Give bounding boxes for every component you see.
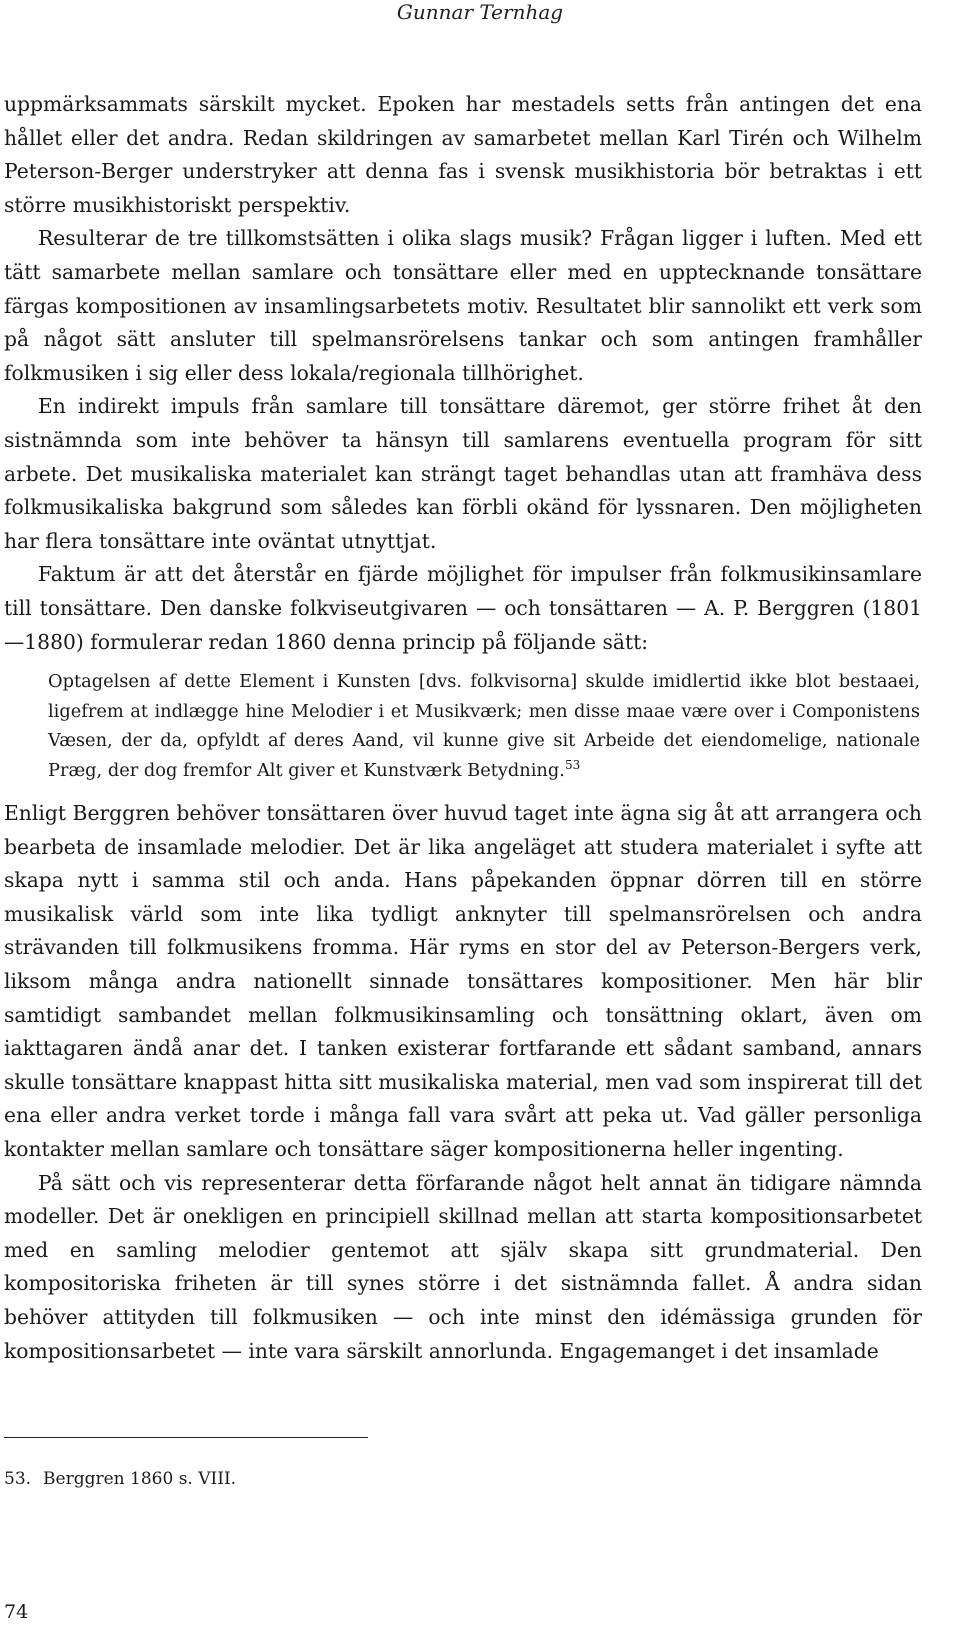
page-number: 74: [4, 1601, 29, 1623]
paragraph: uppmärksammats särskilt mycket. Epoken har mestadels setts från antingen det ena hållet eller det andra. Redan skildringen av samarbetet mellan Karl Tirén och Wilhelm Peterson-Berger understryker att denna fas i svensk musikhistoria bör betraktas i ett större musikhistoriskt perspektiv.: [4, 92, 922, 217]
footnote-number: 53.: [4, 1469, 32, 1489]
block-quote: [48, 667, 920, 785]
paragraph: Faktum är att det återstår en fjärde möjlighet för impulser från folkmusikinsamlare till tonsättare. Den danske folkviseutgivaren — och tonsättaren — A. P. Berggren (1801—1880) formulerar redan 1860 denna princip på följande sätt:: [4, 562, 922, 654]
footnote-text: Berggren 1860 s. VIII.: [43, 1469, 237, 1489]
block-quote-text: Optagelsen af dette Element i Kunsten [dvs. folkvisorna] skulde imidlertid ikke blot bestaaei, ligefrem at indlægge hine Melodier i et Musikværk; men disse maae være over i Componistens Væsen, der da, opfyldt af deres Aand, vil kunne give sit Arbeide det eiendomelige, nationale Præg, der dog fremfor Alt giver et Kunstværk Betydning.: [48, 671, 920, 781]
paragraph: Resulterar de tre tillkomstsätten i olika slags musik? Frågan ligger i luften. Med ett tätt samarbete mellan samlare och tonsättare eller med en upptecknande tonsättare färgas kompositionen av insamlingsarbetets motiv. Resultatet blir sannolikt ett verk som på något sätt ansluter till spelmansrörelsens tankar och som antingen framhåller folkmusiken i sig eller dess lokala/regionala tillhörighet.: [4, 226, 922, 385]
running-head: Gunnar Ternhag: [396, 0, 564, 24]
paragraph: En indirekt impuls från samlare till tonsättare däremot, ger större frihet åt den sistnämnda som inte behöver ta hänsyn till samlarens eventuella program för sitt arbete. Det musikaliska materialet kan strängt taget behandlas utan att framhäva dess folkmusikaliska bakgrund som således kan förbli okänd för lyssnaren. Den möjligheten har flera tonsättare inte oväntat utnyttjat.: [4, 394, 922, 553]
footnote-divider: [4, 1437, 368, 1438]
paragraph: På sätt och vis representerar detta förfarande något helt annat än tidigare nämnda modeller. Det är onekligen en principiell skillnad mellan att starta kompositionsarbetet med en samling melodier gentemot att själv skapa sitt grundmaterial. Den kompositoriska friheten är till synes större i det sistnämnda fallet. Å andra sidan behöver attityden till folkmusiken — och inte minst den idémässiga grunden för kompositionsarbetet — inte vara särskilt annorlunda. Engagemanget i det insamlade: [4, 1170, 922, 1363]
footnote: [4, 1468, 236, 1490]
paragraph: Enligt Berggren behöver tonsättaren över huvud taget inte ägna sig åt att arrangera och bearbeta de insamlade melodier. Det är lika angeläget att studera materialet i syfte att skapa nytt i samma stil och anda. Hans påpekanden öppnar dörren till en större musikalisk värld som inte lika tydligt anknyter till spelmansrörelsen och andra strävanden till folkmusikens fromma. Här ryms en stor del av Peterson-Bergers verk, liksom många andra nationellt sinnade tonsättares kompositioner. Men här blir samtidigt sambandet mellan folkmusikinsamling och tonsättning oklart, även om iakttagaren ändå anar det. I tanken existerar fortfarande ett sådant samband, annars skulle tonsättare knappast hitta sitt musikaliska material, men vad som inspirerat till det ena eller andra verket torde i många fall vara svårt att peka ut. Vad gäller personliga kontakter mellan samlare och tonsättare säger kompositionerna heller ingenting.: [4, 801, 922, 1162]
body-text: [4, 88, 922, 1368]
footnote-reference[interactable]: 53: [564, 757, 581, 772]
